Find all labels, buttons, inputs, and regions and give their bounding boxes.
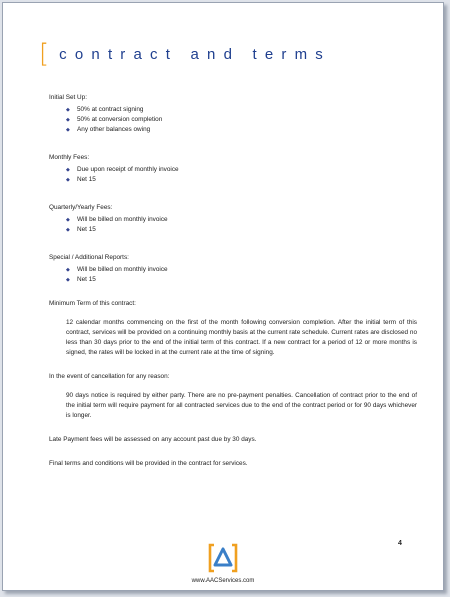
minimum-term-label: Minimum Term of this contract: bbox=[49, 300, 136, 307]
list-item: ◆ Any other balances owing bbox=[66, 125, 417, 135]
cancellation-text: 90 days notice is required by either party. There are no pre-payment penalties. Cancellation of contract prior to the end of the initial term will require payment for all contracted services due to the end of the contract period or for 90 days whichever is longer. bbox=[66, 392, 417, 419]
final-terms-text: Final terms and conditions will be provided in the contract for services. bbox=[49, 460, 248, 467]
list-item: ◆ Will be billed on monthly invoice bbox=[66, 265, 417, 275]
initial-setup-label: Initial Set Up: bbox=[49, 94, 88, 101]
minimum-term-text: 12 calendar months commencing on the first of the month following conversion completion. After the initial term of this contract, services will be provided on a continuing monthly basis at the current rate schedule. Current rates are disclosed no less than 30 days prior to the end of the initial term of this contract. If a new contract for a period of 12 or more months is signed, the rates will be locked in at the current rate at the time of signing. bbox=[66, 319, 417, 356]
list-item: ◆ Due upon receipt of monthly invoice bbox=[66, 165, 417, 175]
page-number: 4 bbox=[398, 540, 402, 547]
list-item: ◆ 50% at contract signing bbox=[66, 105, 417, 115]
list-item: ◆ Net 15 bbox=[66, 225, 417, 235]
special-reports-label: Special / Additional Reports: bbox=[49, 254, 129, 261]
monthly-fees-label: Monthly Fees: bbox=[49, 154, 90, 161]
quarterly-fees-list bbox=[49, 215, 417, 235]
page-header bbox=[39, 41, 331, 67]
late-payment-text: Late Payment fees will be assessed on any account past due by 30 days. bbox=[49, 436, 257, 443]
document-page bbox=[2, 2, 444, 591]
page-title: contract and terms bbox=[59, 45, 331, 63]
quarterly-fees-label: Quarterly/Yearly Fees: bbox=[49, 204, 113, 211]
footer-url: www.AACServices.com bbox=[191, 578, 255, 584]
header-bracket: [ bbox=[39, 39, 50, 69]
special-reports-list bbox=[49, 265, 417, 285]
list-item: ◆ Net 15 bbox=[66, 275, 417, 285]
list-item: ◆ Net 15 bbox=[66, 175, 417, 185]
cancellation-label: In the event of cancellation for any reason: bbox=[49, 373, 170, 380]
list-item: ◆ 50% at conversion completion bbox=[66, 115, 417, 125]
initial-setup-list bbox=[49, 105, 417, 135]
monthly-fees-list bbox=[49, 165, 417, 185]
page-content bbox=[49, 93, 417, 469]
company-logo-icon bbox=[207, 543, 239, 573]
list-item: ◆ Will be billed on monthly invoice bbox=[66, 215, 417, 225]
